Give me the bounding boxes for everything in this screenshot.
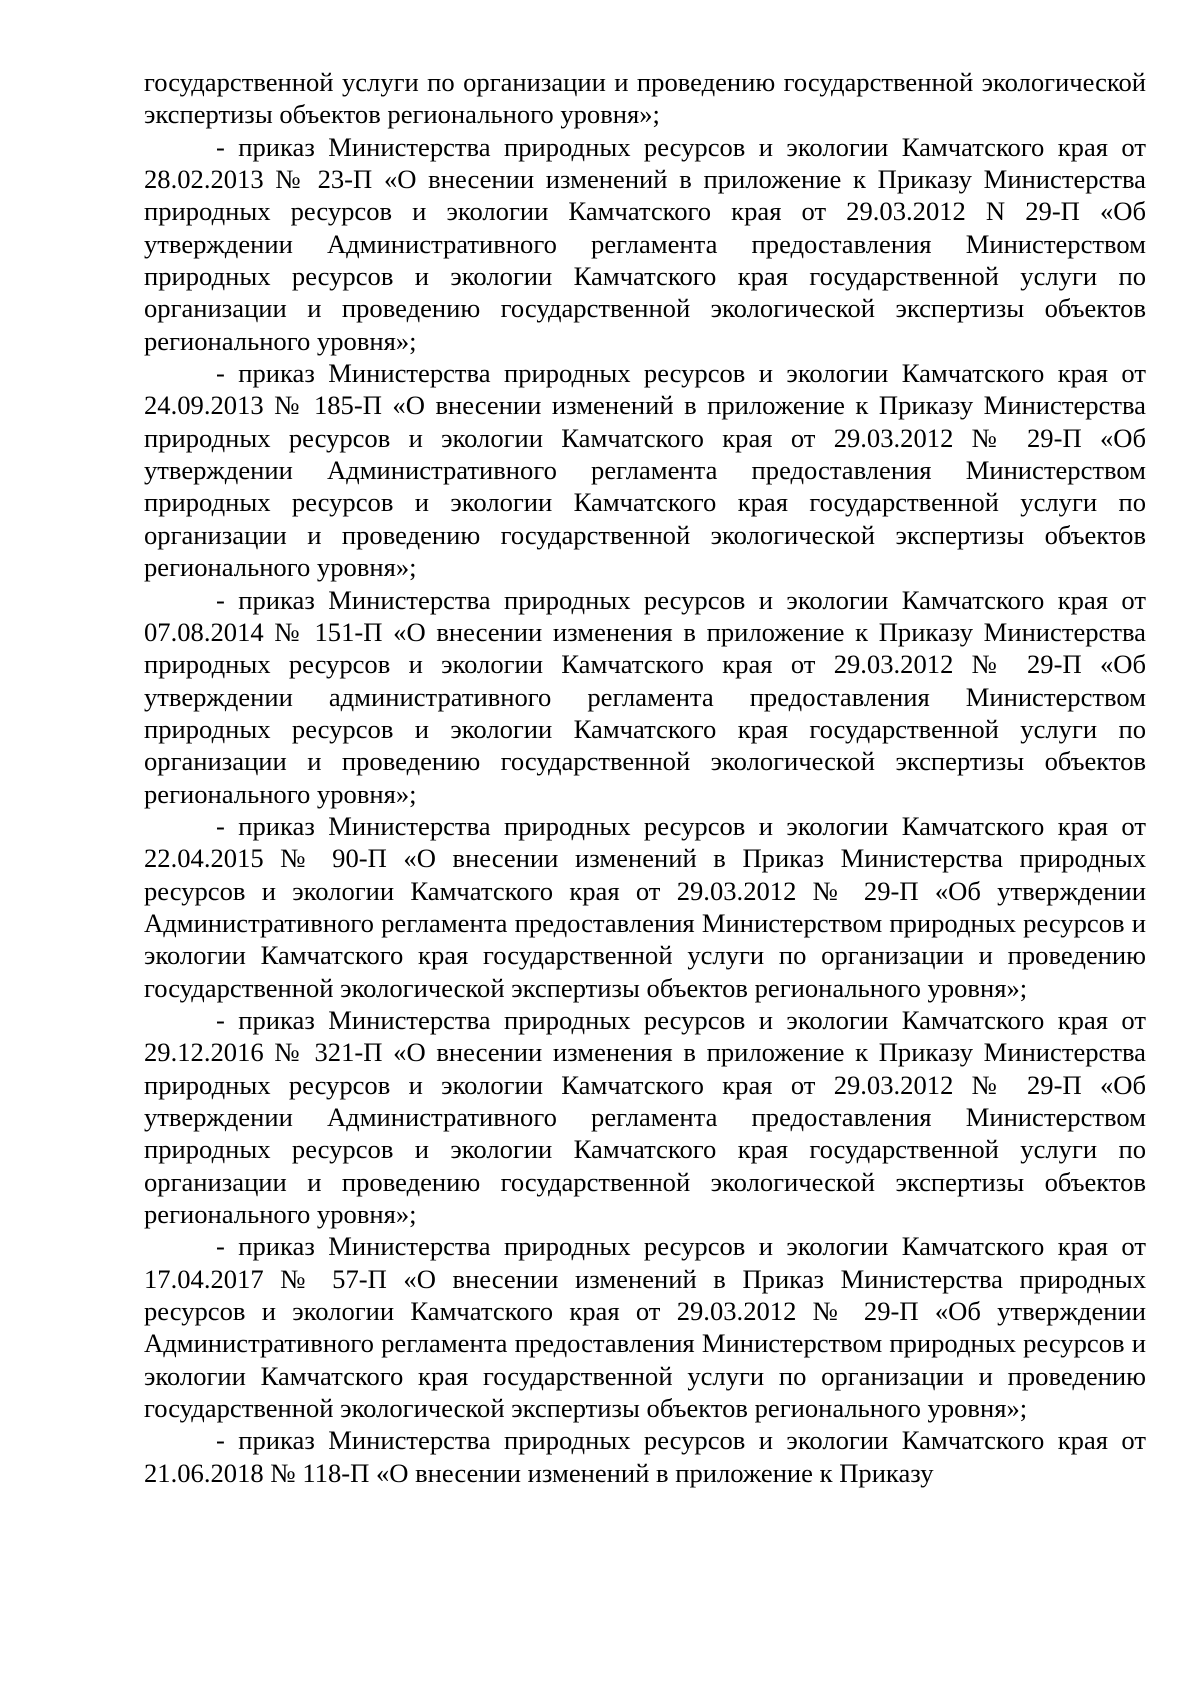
document-body <box>144 66 1146 1489</box>
paragraph-order-2018-118: - приказ Министерства природных ресурсов и экологии Камчатского края от 21.06.2018 № 118-П «О внесении изменений в приложение к Приказу <box>144 1425 1146 1488</box>
paragraph-order-2014-151: - приказ Министерства природных ресурсов и экологии Камчатского края от 07.08.2014 № 151-П «О внесении изменения в приложение к Приказу Министерства природных ресурсов и экологии Камчатского края от 29.03.2012 № 29-П «Об утверждении административного регламента предоставления Министерством природных ресурсов и экологии Камчатского края государственной услуги по организации и проведению государственной экологической экспертизы объектов регионального уровня»; <box>144 584 1146 809</box>
paragraph-order-2013-185: - приказ Министерства природных ресурсов и экологии Камчатского края от 24.09.2013 № 185-П «О внесении изменений в приложение к Приказу Министерства природных ресурсов и экологии Камчатского края от 29.03.2012 № 29-П «Об утверждении Административного регламента предоставления Министерством природных ресурсов и экологии Камчатского края государственной услуги по организации и проведению государственной экологической экспертизы объектов регионального уровня»; <box>144 358 1146 583</box>
paragraph-continuation: государственной услуги по организации и проведению государственной экологической экспертизы объектов регионального уровня»; <box>144 67 1146 130</box>
paragraph-order-2015-90: - приказ Министерства природных ресурсов и экологии Камчатского края от 22.04.2015 № 90-П «О внесении изменений в Приказ Министерства природных ресурсов и экологии Камчатского края от 29.03.2012 № 29-П «Об утверждении Административного регламента предоставления Министерством природных ресурсов и экологии Камчатского края государственной услуги по организации и проведению государственной экологической экспертизы объектов регионального уровня»; <box>144 810 1146 1003</box>
paragraph-order-2016-321: - приказ Министерства природных ресурсов и экологии Камчатского края от 29.12.2016 № 321-П «О внесении изменения в приложение к Приказу Министерства природных ресурсов и экологии Камчатского края от 29.03.2012 № 29-П «Об утверждении Административного регламента предоставления Министерством природных ресурсов и экологии Камчатского края государственной услуги по организации и проведению государственной экологической экспертизы объектов регионального уровня»; <box>144 1004 1146 1230</box>
paragraph-order-2017-57: - приказ Министерства природных ресурсов и экологии Камчатского края от 17.04.2017 № 57-П «О внесении изменений в Приказ Министерства природных ресурсов и экологии Камчатского края от 29.03.2012 № 29-П «Об утверждении Административного регламента предоставления Министерством природных ресурсов и экологии Камчатского края государственной услуги по организации и проведению государственной экологической экспертизы объектов регионального уровня»; <box>144 1231 1146 1424</box>
paragraph-order-2013-23: - приказ Министерства природных ресурсов и экологии Камчатского края от 28.02.2013 № 23-П «О внесении изменений в приложение к Приказу Министерства природных ресурсов и экологии Камчатского края от 29.03.2012 N 29-П «Об утверждении Административного регламента предоставления Министерством природных ресурсов и экологии Камчатского края государственной услуги по организации и проведению государственной экологической экспертизы объектов регионального уровня»; <box>144 131 1146 356</box>
